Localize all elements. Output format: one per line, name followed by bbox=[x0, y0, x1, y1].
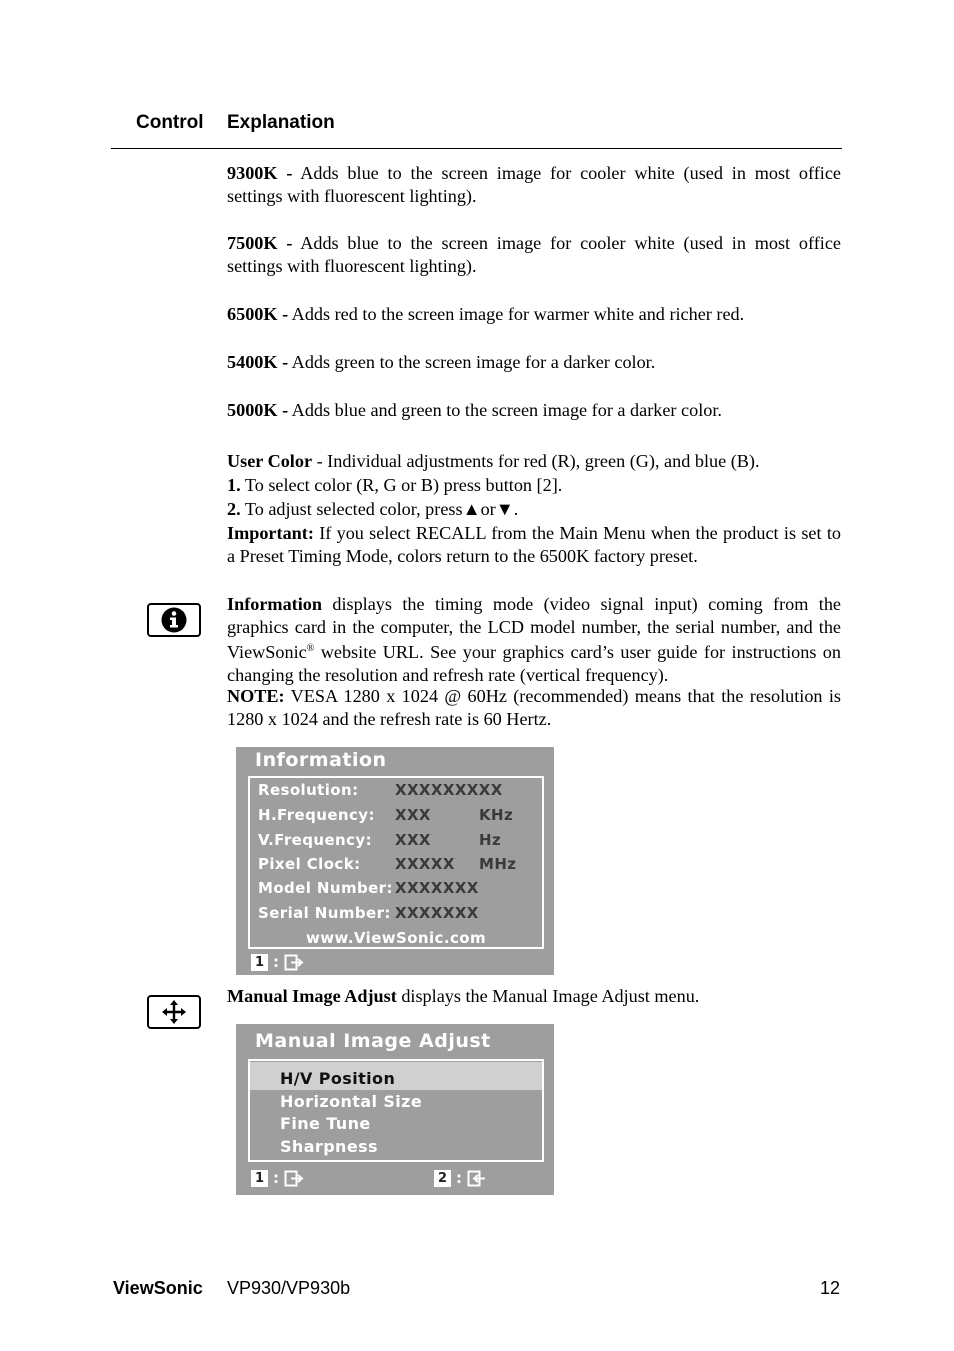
osd-button-2: 2 bbox=[434, 1170, 451, 1187]
footer-model: VP930/VP930b bbox=[227, 1278, 351, 1298]
user-color-step-2 bbox=[227, 498, 518, 521]
step-text: To select color (R, G or B) press button [2]. bbox=[240, 475, 563, 495]
preset-text: Adds blue to the screen image for cooler white (used in most office settings with fluorescent lighting). bbox=[227, 233, 841, 276]
information-note bbox=[227, 685, 841, 730]
enter-icon bbox=[467, 1170, 487, 1187]
osd-menu-panel bbox=[248, 1059, 544, 1162]
menu-item-hv-position[interactable]: H/V Position bbox=[280, 1069, 396, 1088]
preset-label: 7500K - bbox=[227, 233, 293, 253]
exit-icon bbox=[284, 954, 304, 971]
user-color-text: - Individual adjustments for red (R), green (G), and blue (B). bbox=[312, 451, 760, 471]
osd-row-value: XXXXX bbox=[395, 855, 455, 873]
information-label: Information bbox=[227, 594, 322, 614]
preset-text: Adds blue and green to the screen image for a darker color. bbox=[288, 400, 722, 420]
osd-url: www.ViewSonic.com bbox=[306, 929, 486, 947]
important-label: Important: bbox=[227, 523, 314, 543]
manual-image-adjust-osd bbox=[236, 1024, 554, 1195]
user-color-label: User Color bbox=[227, 451, 313, 471]
osd-button-1: 1 bbox=[251, 1170, 268, 1187]
osd-info-panel bbox=[248, 776, 544, 949]
user-color-important bbox=[227, 522, 841, 567]
preset-label: 5400K - bbox=[227, 352, 289, 372]
note-text: VESA 1280 x 1024 @ 60Hz (recommended) means that the resolution is 1280 x 1024 and the refresh rate is 60 Hertz. bbox=[227, 686, 841, 729]
preset-text: Adds blue to the screen image for cooler white (used in most office settings with fluorescent lighting). bbox=[227, 163, 841, 206]
manual-adjust-description bbox=[227, 985, 699, 1008]
osd-colon: : bbox=[273, 953, 279, 971]
user-color-step-1 bbox=[227, 474, 562, 497]
preset-text: Adds green to the screen image for a darker color. bbox=[288, 352, 656, 372]
important-text: If you select RECALL from the Main Menu when the product is set to a Preset Timing Mode, colors return to the 6500K factory preset. bbox=[227, 523, 841, 566]
exit-icon bbox=[284, 1170, 304, 1187]
info-icon bbox=[147, 603, 201, 637]
information-text: displays the timing mode (video signal input) coming from the graphics card in the computer, the LCD model number, the serial number, and the ViewSonic bbox=[227, 594, 841, 663]
information-osd bbox=[236, 747, 554, 975]
user-color-line bbox=[227, 450, 760, 473]
osd-row-value: XXX bbox=[395, 806, 431, 824]
information-text-cont: website URL. See your graphics card’s user guide for instructions on changing the resolution and refresh rate (vertical frequency). bbox=[227, 642, 841, 685]
osd-row-value: XXX bbox=[395, 831, 431, 849]
control-column-header: Control bbox=[136, 112, 204, 133]
osd-row-value: XXXXXXXXX bbox=[395, 781, 503, 799]
period: . bbox=[513, 499, 519, 519]
osd-row-unit: KHz bbox=[479, 806, 514, 824]
up-arrow-icon: ▲ bbox=[462, 499, 481, 519]
osd-row-unit: Hz bbox=[479, 831, 502, 849]
osd-button-1: 1 bbox=[251, 954, 268, 971]
osd-row-label: V.Frequency: bbox=[258, 831, 372, 849]
down-arrow-icon: ▼ bbox=[495, 499, 514, 519]
step-number: 1. bbox=[227, 475, 241, 495]
osd-row-label: Pixel Clock: bbox=[258, 855, 361, 873]
osd-colon: : bbox=[273, 1169, 279, 1187]
registered-mark: ® bbox=[306, 643, 315, 654]
osd-row-label: Serial Number: bbox=[258, 904, 391, 922]
preset-5000k bbox=[227, 399, 722, 422]
osd-row-label: Model Number: bbox=[258, 879, 393, 897]
preset-9300k bbox=[227, 162, 841, 207]
osd-colon: : bbox=[456, 1169, 462, 1187]
preset-text: Adds red to the screen image for warmer white and richer red. bbox=[288, 304, 745, 324]
preset-6500k bbox=[227, 303, 744, 326]
menu-item-sharpness[interactable]: Sharpness bbox=[280, 1137, 378, 1156]
preset-label: 5000K - bbox=[227, 400, 289, 420]
preset-5400k bbox=[227, 351, 655, 374]
osd-title: Information bbox=[255, 749, 387, 771]
osd-row-label: H.Frequency: bbox=[258, 806, 375, 824]
move-icon bbox=[147, 995, 201, 1029]
step-number: 2. bbox=[227, 499, 241, 519]
menu-item-horizontal-size[interactable]: Horizontal Size bbox=[280, 1092, 423, 1111]
header-rule bbox=[111, 148, 842, 149]
osd-row-value: XXXXXXX bbox=[395, 879, 479, 897]
preset-label: 9300K - bbox=[227, 163, 293, 183]
osd-row-unit: MHz bbox=[479, 855, 517, 873]
note-label: NOTE: bbox=[227, 686, 285, 706]
information-description bbox=[227, 593, 841, 686]
page-number: 12 bbox=[820, 1278, 841, 1298]
osd-title: Manual Image Adjust bbox=[255, 1030, 491, 1052]
preset-7500k bbox=[227, 232, 841, 277]
or-text: or bbox=[480, 499, 496, 519]
menu-item-fine-tune[interactable]: Fine Tune bbox=[280, 1114, 371, 1133]
osd-row-label: Resolution: bbox=[258, 781, 359, 799]
osd-row-value: XXXXXXX bbox=[395, 904, 479, 922]
explanation-column-header: Explanation bbox=[227, 112, 335, 133]
manual-adjust-text: displays the Manual Image Adjust menu. bbox=[396, 986, 700, 1006]
preset-label: 6500K - bbox=[227, 304, 289, 324]
manual-adjust-label: Manual Image Adjust bbox=[227, 986, 397, 1006]
step-text: To adjust selected color, press bbox=[240, 499, 463, 519]
footer-brand: ViewSonic bbox=[113, 1278, 203, 1298]
